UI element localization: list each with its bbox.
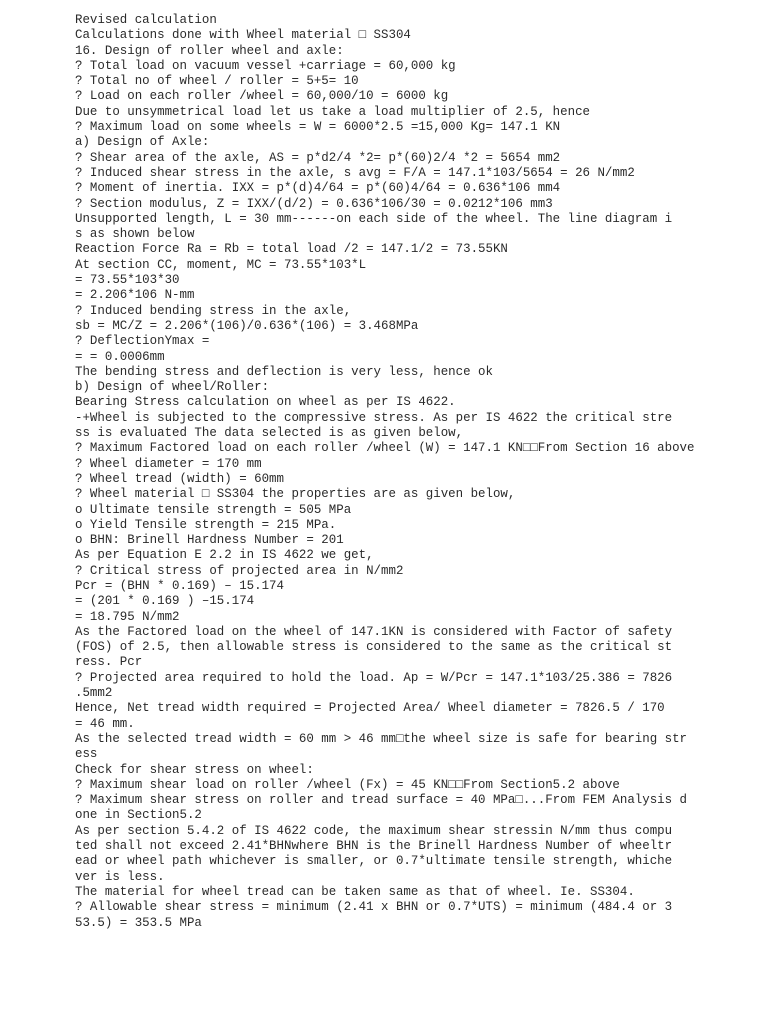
text-line: At section CC, moment, MC = 73.55*103*L <box>75 257 367 272</box>
text-line: b) Design of wheel/Roller: <box>75 380 270 395</box>
text-line: ? Maximum shear stress on roller and tread surface = 40 MPa□...From FEM Analysis d <box>75 793 688 808</box>
text-line: o BHN: Brinell Hardness Number = 201 <box>75 533 344 548</box>
text-line: one in Section5.2 <box>75 808 202 823</box>
text-line: ? Maximum shear load on roller /wheel (Fx) = 45 KN□□From Section5.2 above <box>75 777 620 792</box>
text-line: As per section 5.4.2 of IS 4622 code, the maximum shear stressin N/mm thus compu <box>75 823 673 838</box>
text-line: ted shall not exceed 2.41*BHNwhere BHN is the Brinell Hardness Number of wheeltr <box>75 839 673 854</box>
text-line: Revised calculation <box>75 13 217 27</box>
text-line: = 2.206*106 N-mm <box>75 288 195 303</box>
text-line: The material for wheel tread can be taken same as that of wheel. Ie. SS304. <box>75 884 635 899</box>
text-line: ress. Pcr <box>75 655 143 670</box>
document-page <box>75 13 755 931</box>
text-line: ? Total load on vacuum vessel +carriage = 60,000 kg <box>75 58 456 73</box>
text-line: Hence, Net tread width required = Projected Area/ Wheel diameter = 7826.5 / 170 <box>75 701 665 716</box>
text-line: = 46 mm. <box>75 716 135 731</box>
text-line: Reaction Force Ra = Rb = total load /2 = 147.1/2 = 73.55KN <box>75 242 508 257</box>
text-line: ver is less. <box>75 869 165 884</box>
text-line: o Ultimate tensile strength = 505 MPa <box>75 502 352 517</box>
text-line: sb = MC/Z = 2.206*(106)/0.636*(106) = 3.468MPa <box>75 318 419 333</box>
text-line: ? Wheel diameter = 170 mm <box>75 456 262 471</box>
text-line: Calculations done with Wheel material □ SS304 <box>75 28 411 43</box>
text-line: ? Maximum load on some wheels = W = 6000*2.5 =15,000 Kg= 147.1 KN <box>75 120 561 135</box>
text-line: -+Wheel is subjected to the compressive stress. As per IS 4622 the critical stre <box>75 410 673 425</box>
text-line: ? Induced shear stress in the axle, s avg = F/A = 147.1*103/5654 = 26 N/mm2 <box>75 165 635 180</box>
text-line: Check for shear stress on wheel: <box>75 762 314 777</box>
text-line: ead or wheel path whichever is smaller, or 0.7*ultimate tensile strength, whiche <box>75 854 673 869</box>
text-line: ? Critical stress of projected area in N/mm2 <box>75 563 404 578</box>
text-line: Bearing Stress calculation on wheel as per IS 4622. <box>75 395 456 410</box>
text-line: As the selected tread width = 60 mm > 46 mm□the wheel size is safe for bearing str <box>75 731 688 746</box>
text-line: o Yield Tensile strength = 215 MPa. <box>75 517 337 532</box>
text-line: ? Moment of inertia. IXX = p*(d)4/64 = p*(60)4/64 = 0.636*106 mm4 <box>75 181 561 196</box>
text-line: ? Load on each roller /wheel = 60,000/10 = 6000 kg <box>75 89 449 104</box>
text-line: = 18.795 N/mm2 <box>75 609 180 624</box>
text-line: ? Section modulus, Z = IXX/(d/2) = 0.636*106/30 = 0.0212*106 mm3 <box>75 196 553 211</box>
text-line: 16. Design of roller wheel and axle: <box>75 43 344 58</box>
text-line: The bending stress and deflection is very less, hence ok <box>75 364 493 379</box>
text-line: As the Factored load on the wheel of 147.1KN is considered with Factor of safety <box>75 624 673 639</box>
document-body <box>75 13 755 931</box>
text-line: a) Design of Axle: <box>75 135 210 150</box>
text-line: Pcr = (BHN * 0.169) – 15.174 <box>75 578 284 593</box>
text-line: = (201 * 0.169 ) –15.174 <box>75 594 255 609</box>
text-line: ? Total no of wheel / roller = 5+5= 10 <box>75 74 359 89</box>
text-line: Unsupported length, L = 30 mm------on each side of the wheel. The line diagram i <box>75 211 673 226</box>
text-line: ? Projected area required to hold the load. Ap = W/Pcr = 147.1*103/25.386 = 7826 <box>75 670 673 685</box>
text-line: ? Wheel material □ SS304 the properties are as given below, <box>75 487 516 502</box>
text-line: ? Allowable shear stress = minimum (2.41 x BHN or 0.7*UTS) = minimum (484.4 or 3 <box>75 900 673 915</box>
text-line: .5mm2 <box>75 686 113 701</box>
text-line: ess <box>75 747 98 762</box>
text-line: ? Shear area of the axle, AS = p*d2/4 *2= p*(60)2/4 *2 = 5654 mm2 <box>75 150 561 165</box>
text-line: (FOS) of 2.5, then allowable stress is considered to the same as the critical st <box>75 640 673 655</box>
text-line: ss is evaluated The data selected is as given below, <box>75 426 464 441</box>
text-line: As per Equation E 2.2 in IS 4622 we get, <box>75 548 374 563</box>
text-line: 53.5) = 353.5 MPa <box>75 915 202 930</box>
text-line: ? DeflectionYmax = <box>75 334 210 349</box>
text-line: ? Induced bending stress in the axle, <box>75 303 352 318</box>
text-line: s as shown below <box>75 227 195 242</box>
text-line: ? Wheel tread (width) = 60mm <box>75 471 284 486</box>
text-line: ? Maximum Factored load on each roller /wheel (W) = 147.1 KN□□From Section 16 above <box>75 441 695 456</box>
text-line: = = 0.0006mm <box>75 349 165 364</box>
text-line: Due to unsymmetrical load let us take a load multiplier of 2.5, hence <box>75 104 590 119</box>
text-line: = 73.55*103*30 <box>75 273 180 288</box>
